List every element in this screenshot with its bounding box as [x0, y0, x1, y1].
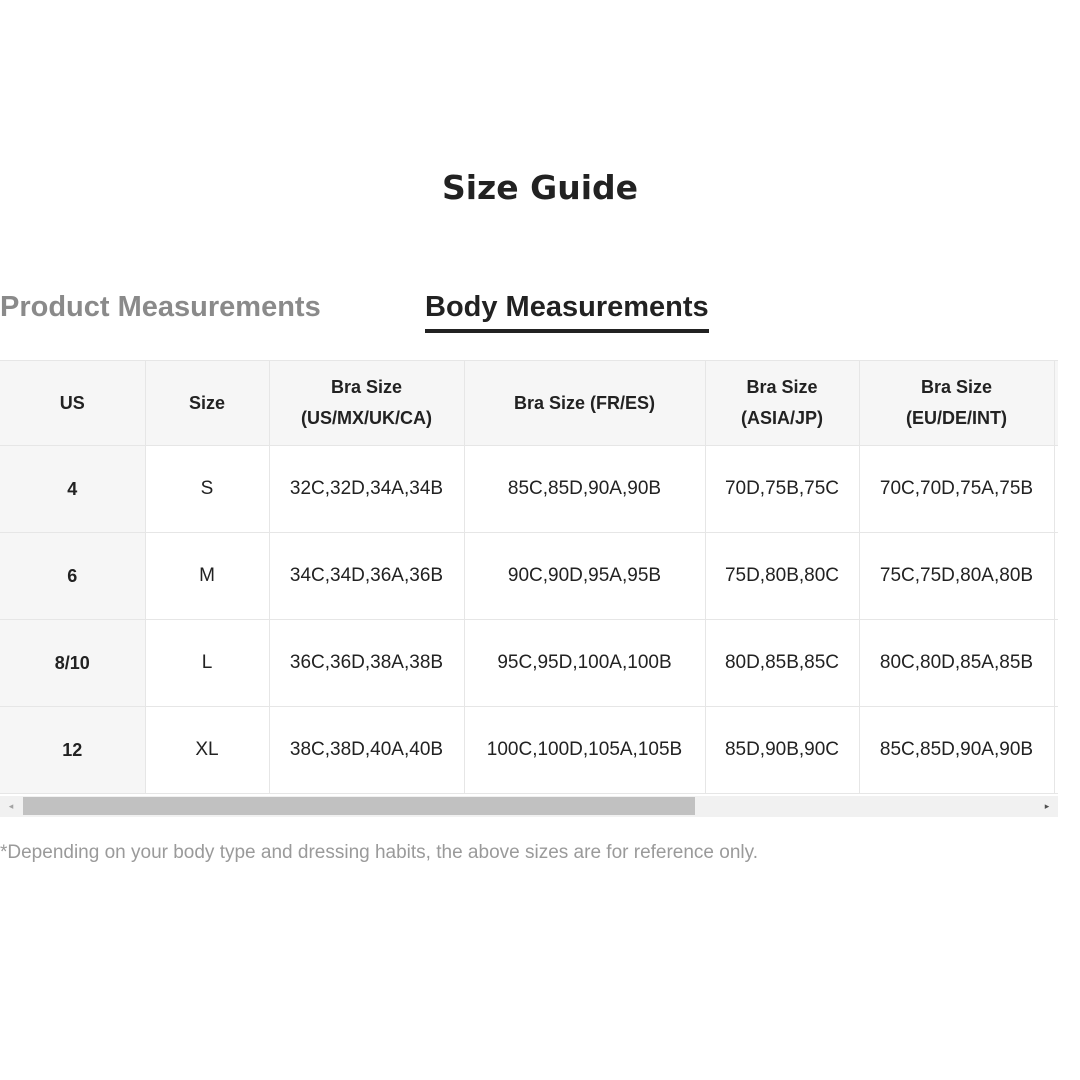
scroll-left-arrow-icon[interactable]: ◂ [8, 801, 14, 811]
scroll-right-arrow-icon[interactable]: ▸ [1044, 801, 1050, 811]
cell-bra-asia-jp: 75D,80B,80C [705, 533, 859, 620]
cell-size: M [145, 533, 269, 620]
reference-note: *Depending on your body type and dressing habits, the above sizes are for reference only. [0, 842, 759, 863]
table-row [0, 533, 1058, 620]
cell-bra-eu-de-int: 80C,80D,85A,85B [859, 620, 1054, 707]
cell-overflow [1054, 533, 1058, 620]
cell-size: XL [145, 707, 269, 794]
page-title: Size Guide [441, 168, 639, 207]
header-size: Size [145, 361, 269, 446]
size-table-container [0, 360, 1058, 796]
size-table [0, 360, 1058, 794]
table-row [0, 620, 1058, 707]
cell-overflow [1054, 707, 1058, 794]
cell-bra-fr-es: 85C,85D,90A,90B [464, 446, 705, 533]
cell-bra-asia-jp: 80D,85B,85C [705, 620, 859, 707]
header-overflow-column [1054, 361, 1058, 446]
cell-us: 8/10 [0, 620, 145, 707]
cell-bra-asia-jp: 70D,75B,75C [705, 446, 859, 533]
cell-overflow [1054, 446, 1058, 533]
header-us: US [0, 361, 145, 446]
cell-bra-us-mx-uk-ca: 32C,32D,34A,34B [269, 446, 464, 533]
cell-bra-us-mx-uk-ca: 34C,34D,36A,36B [269, 533, 464, 620]
horizontal-scrollbar[interactable] [0, 796, 1058, 817]
cell-us: 4 [0, 446, 145, 533]
cell-bra-fr-es: 90C,90D,95A,95B [464, 533, 705, 620]
cell-size: L [145, 620, 269, 707]
table-row [0, 707, 1058, 794]
cell-bra-eu-de-int: 70C,70D,75A,75B [859, 446, 1054, 533]
cell-bra-us-mx-uk-ca: 38C,38D,40A,40B [269, 707, 464, 794]
header-bra-size-eu-de-int: Bra Size (EU/DE/INT) [859, 361, 1054, 446]
tab-body-measurements[interactable]: Body Measurements [425, 288, 709, 333]
header-bra-size-fr-es: Bra Size (FR/ES) [464, 361, 705, 446]
header-bra-size-us-mx-uk-ca: Bra Size (US/MX/UK/CA) [269, 361, 464, 446]
cell-size: S [145, 446, 269, 533]
cell-bra-fr-es: 100C,100D,105A,105B [464, 707, 705, 794]
cell-bra-us-mx-uk-ca: 36C,36D,38A,38B [269, 620, 464, 707]
cell-us: 12 [0, 707, 145, 794]
tab-product-measurements[interactable]: Product Measurements [0, 291, 321, 323]
cell-bra-fr-es: 95C,95D,100A,100B [464, 620, 705, 707]
cell-bra-asia-jp: 85D,90B,90C [705, 707, 859, 794]
cell-bra-eu-de-int: 85C,85D,90A,90B [859, 707, 1054, 794]
cell-us: 6 [0, 533, 145, 620]
measurement-tabs [0, 288, 1080, 338]
cell-overflow [1054, 620, 1058, 707]
scrollbar-thumb[interactable] [23, 797, 695, 815]
cell-bra-eu-de-int: 75C,75D,80A,80B [859, 533, 1054, 620]
table-header-row [0, 361, 1058, 446]
header-bra-size-asia-jp: Bra Size (ASIA/JP) [705, 361, 859, 446]
table-row [0, 446, 1058, 533]
